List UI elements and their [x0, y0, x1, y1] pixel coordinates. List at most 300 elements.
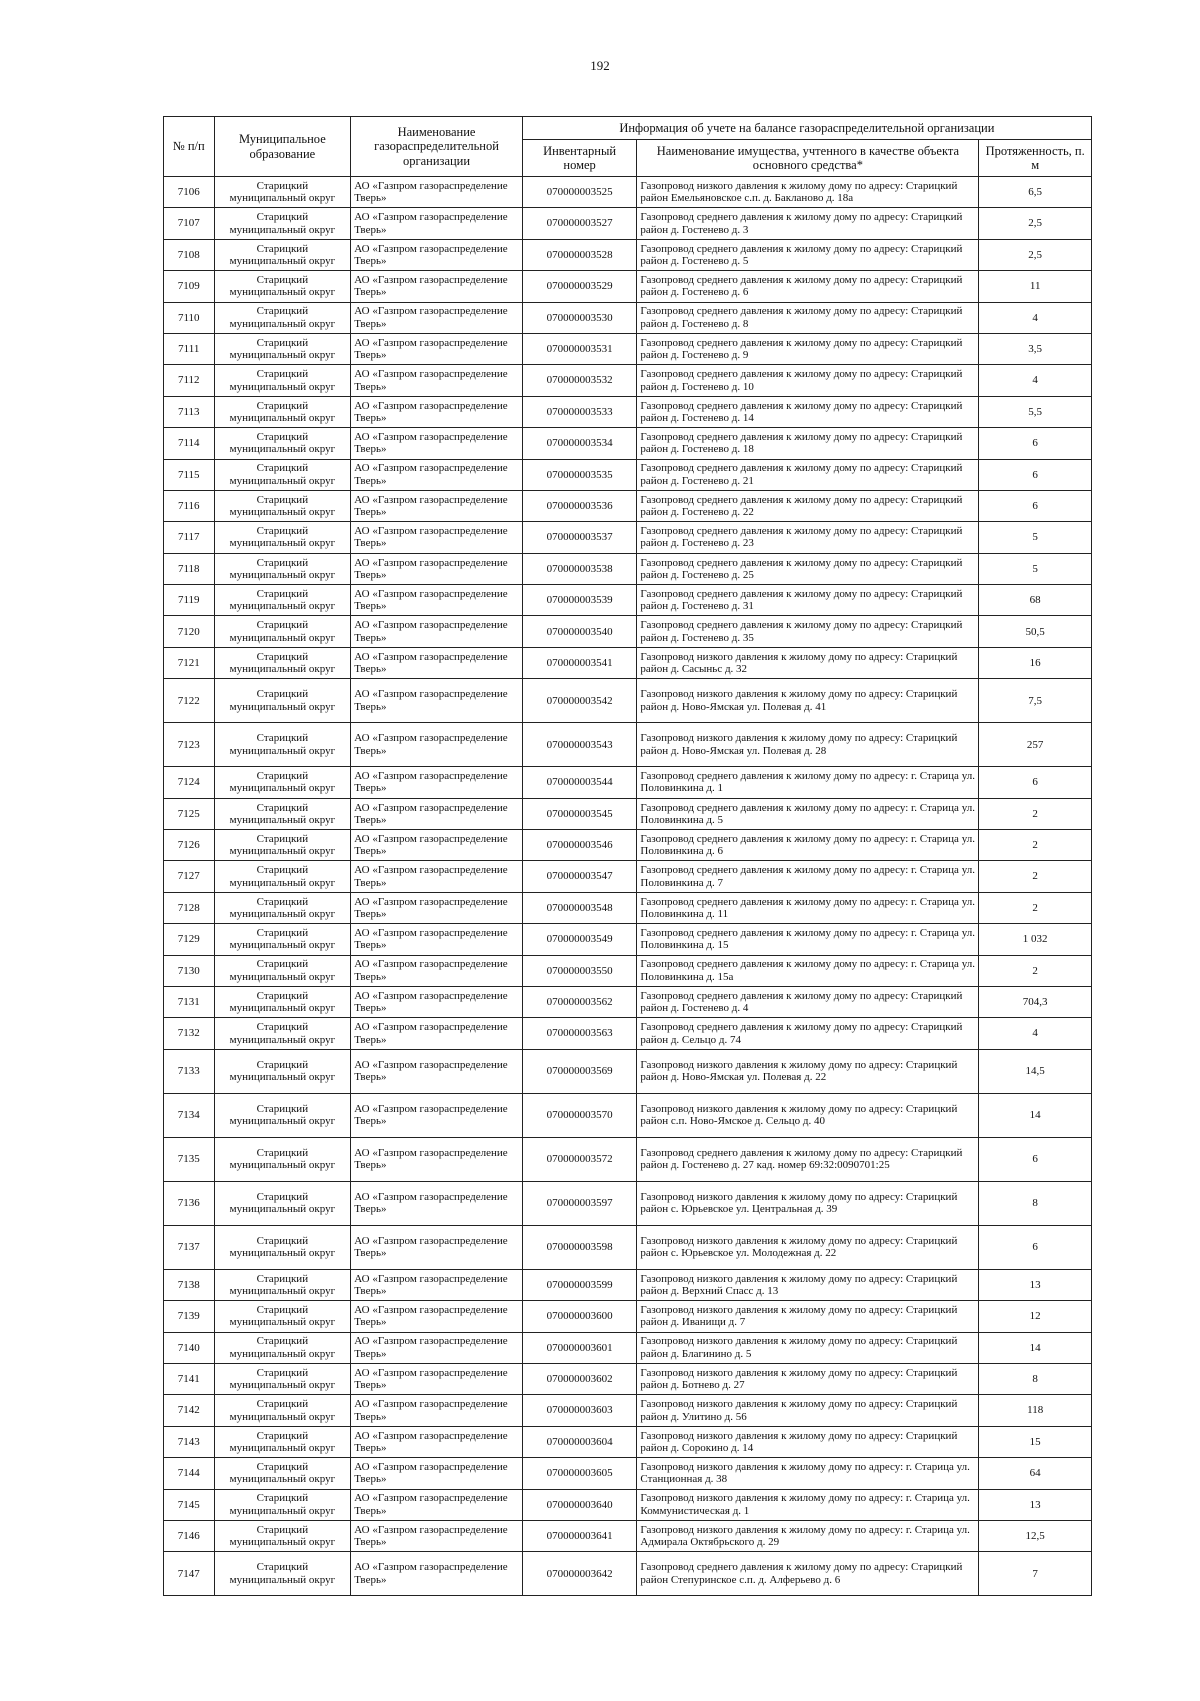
row-asset-name: Газопровод среднего давления к жилому дому по адресу: Старицкий район Степуринское с.п. д. Алферьево д. 6	[637, 1552, 979, 1596]
row-municipality: Старицкий муниципальный округ	[214, 459, 351, 490]
row-municipality: Старицкий муниципальный округ	[214, 177, 351, 208]
row-inventory-number: 070000003541	[522, 647, 637, 678]
row-inventory-number: 070000003548	[522, 892, 637, 923]
row-organization: АО «Газпром газораспределение Тверь»	[351, 1520, 522, 1551]
row-municipality: Старицкий муниципальный округ	[214, 679, 351, 723]
row-municipality: Старицкий муниципальный округ	[214, 1137, 351, 1181]
row-organization: АО «Газпром газораспределение Тверь»	[351, 1137, 522, 1181]
row-organization: АО «Газпром газораспределение Тверь»	[351, 723, 522, 767]
row-municipality: Старицкий муниципальный округ	[214, 1093, 351, 1137]
row-organization: АО «Газпром газораспределение Тверь»	[351, 239, 522, 270]
table-row	[164, 798, 1092, 829]
row-asset-name: Газопровод низкого давления к жилому дому по адресу: Старицкий район д. Сасыньс д. 32	[637, 647, 979, 678]
row-inventory-number: 070000003562	[522, 986, 637, 1017]
row-asset-name: Газопровод низкого давления к жилому дому по адресу: Старицкий район с. Юрьевское ул. Центральная д. 39	[637, 1181, 979, 1225]
row-asset-name: Газопровод среднего давления к жилому дому по адресу: г. Старица ул. Половинкина д. 15	[637, 924, 979, 955]
row-asset-name: Газопровод среднего давления к жилому дому по адресу: г. Старица ул. Половинкина д. 11	[637, 892, 979, 923]
row-inventory-number: 070000003601	[522, 1332, 637, 1363]
row-municipality: Старицкий муниципальный округ	[214, 1520, 351, 1551]
row-asset-name: Газопровод низкого давления к жилому дому по адресу: Старицкий район д. Ново-Ямская ул. Полевая д. 41	[637, 679, 979, 723]
table-row	[164, 522, 1092, 553]
row-organization: АО «Газпром газораспределение Тверь»	[351, 1225, 522, 1269]
row-asset-name: Газопровод среднего давления к жилому дому по адресу: Старицкий район д. Гостенево д. 25	[637, 553, 979, 584]
table-row	[164, 986, 1092, 1017]
row-organization: АО «Газпром газораспределение Тверь»	[351, 302, 522, 333]
row-inventory-number: 070000003535	[522, 459, 637, 490]
row-inventory-number: 070000003547	[522, 861, 637, 892]
row-municipality: Старицкий муниципальный округ	[214, 924, 351, 955]
row-municipality: Старицкий муниципальный округ	[214, 1269, 351, 1300]
row-length: 6	[979, 490, 1092, 521]
table-row	[164, 177, 1092, 208]
row-organization: АО «Газпром газораспределение Тверь»	[351, 1301, 522, 1332]
row-length: 11	[979, 271, 1092, 302]
row-number: 7125	[164, 798, 215, 829]
row-asset-name: Газопровод среднего давления к жилому дому по адресу: Старицкий район д. Гостенево д. 23	[637, 522, 979, 553]
table-row	[164, 1426, 1092, 1457]
row-inventory-number: 070000003529	[522, 271, 637, 302]
row-asset-name: Газопровод среднего давления к жилому дому по адресу: Старицкий район д. Гостенево д. 5	[637, 239, 979, 270]
table-row	[164, 1332, 1092, 1363]
row-municipality: Старицкий муниципальный округ	[214, 1301, 351, 1332]
row-length: 15	[979, 1426, 1092, 1457]
row-municipality: Старицкий муниципальный округ	[214, 955, 351, 986]
row-asset-name: Газопровод среднего давления к жилому дому по адресу: г. Старица ул. Половинкина д. 15а	[637, 955, 979, 986]
row-organization: АО «Газпром газораспределение Тверь»	[351, 1395, 522, 1426]
row-asset-name: Газопровод низкого давления к жилому дому по адресу: г. Старица ул. Коммунистическая д. 1	[637, 1489, 979, 1520]
row-municipality: Старицкий муниципальный округ	[214, 428, 351, 459]
row-number: 7113	[164, 396, 215, 427]
table-row	[164, 333, 1092, 364]
row-asset-name: Газопровод среднего давления к жилому дому по адресу: Старицкий район д. Гостенево д. 3	[637, 208, 979, 239]
row-organization: АО «Газпром газораспределение Тверь»	[351, 1093, 522, 1137]
row-length: 2	[979, 798, 1092, 829]
row-municipality: Старицкий муниципальный округ	[214, 723, 351, 767]
table-row	[164, 1225, 1092, 1269]
row-organization: АО «Газпром газораспределение Тверь»	[351, 271, 522, 302]
row-number: 7117	[164, 522, 215, 553]
row-number: 7143	[164, 1426, 215, 1457]
row-length: 8	[979, 1363, 1092, 1394]
row-length: 2	[979, 861, 1092, 892]
row-organization: АО «Газпром газораспределение Тверь»	[351, 490, 522, 521]
row-municipality: Старицкий муниципальный округ	[214, 1049, 351, 1093]
row-length: 6,5	[979, 177, 1092, 208]
row-number: 7132	[164, 1018, 215, 1049]
row-inventory-number: 070000003598	[522, 1225, 637, 1269]
row-organization: АО «Газпром газораспределение Тверь»	[351, 1426, 522, 1457]
table-header	[164, 117, 1092, 177]
row-number: 7108	[164, 239, 215, 270]
row-inventory-number: 070000003542	[522, 679, 637, 723]
row-organization: АО «Газпром газораспределение Тверь»	[351, 1458, 522, 1489]
row-municipality: Старицкий муниципальный округ	[214, 396, 351, 427]
row-inventory-number: 070000003532	[522, 365, 637, 396]
table-row	[164, 1093, 1092, 1137]
row-inventory-number: 070000003543	[522, 723, 637, 767]
row-asset-name: Газопровод низкого давления к жилому дому по адресу: Старицкий район д. Ново-Ямская ул. Полевая д. 22	[637, 1049, 979, 1093]
table-row	[164, 459, 1092, 490]
row-inventory-number: 070000003600	[522, 1301, 637, 1332]
table-row	[164, 1458, 1092, 1489]
row-municipality: Старицкий муниципальный округ	[214, 490, 351, 521]
row-number: 7120	[164, 616, 215, 647]
row-organization: АО «Газпром газораспределение Тверь»	[351, 767, 522, 798]
row-municipality: Старицкий муниципальный округ	[214, 239, 351, 270]
row-municipality: Старицкий муниципальный округ	[214, 271, 351, 302]
row-inventory-number: 070000003572	[522, 1137, 637, 1181]
row-inventory-number: 070000003642	[522, 1552, 637, 1596]
row-length: 6	[979, 767, 1092, 798]
row-inventory-number: 070000003563	[522, 1018, 637, 1049]
row-length: 2	[979, 830, 1092, 861]
table-row	[164, 1395, 1092, 1426]
row-asset-name: Газопровод среднего давления к жилому дому по адресу: Старицкий район д. Гостенево д. 31	[637, 585, 979, 616]
table-row	[164, 830, 1092, 861]
row-length: 68	[979, 585, 1092, 616]
row-asset-name: Газопровод низкого давления к жилому дому по адресу: Старицкий район д. Улитино д. 56	[637, 1395, 979, 1426]
row-asset-name: Газопровод среднего давления к жилому дому по адресу: Старицкий район д. Гостенево д. 14	[637, 396, 979, 427]
row-number: 7126	[164, 830, 215, 861]
row-length: 16	[979, 647, 1092, 678]
table-row	[164, 955, 1092, 986]
row-organization: АО «Газпром газораспределение Тверь»	[351, 177, 522, 208]
row-inventory-number: 070000003599	[522, 1269, 637, 1300]
row-length: 14	[979, 1093, 1092, 1137]
row-inventory-number: 070000003602	[522, 1363, 637, 1394]
row-number: 7133	[164, 1049, 215, 1093]
header-asset-name: Наименование имущества, учтенного в качестве объекта основного средства*	[637, 140, 979, 177]
row-organization: АО «Газпром газораспределение Тверь»	[351, 1332, 522, 1363]
table-row	[164, 1269, 1092, 1300]
row-asset-name: Газопровод среднего давления к жилому дому по адресу: г. Старица ул. Половинкина д. 6	[637, 830, 979, 861]
row-asset-name: Газопровод среднего давления к жилому дому по адресу: Старицкий район д. Гостенево д. 4	[637, 986, 979, 1017]
row-organization: АО «Газпром газораспределение Тверь»	[351, 459, 522, 490]
row-length: 6	[979, 428, 1092, 459]
row-municipality: Старицкий муниципальный округ	[214, 553, 351, 584]
row-municipality: Старицкий муниципальный округ	[214, 861, 351, 892]
row-asset-name: Газопровод среднего давления к жилому дому по адресу: Старицкий район д. Гостенево д. 18	[637, 428, 979, 459]
row-inventory-number: 070000003525	[522, 177, 637, 208]
row-number: 7128	[164, 892, 215, 923]
row-asset-name: Газопровод среднего давления к жилому дому по адресу: Старицкий район д. Гостенево д. 27 кад. номер 69:32:0090701:25	[637, 1137, 979, 1181]
row-municipality: Старицкий муниципальный округ	[214, 1181, 351, 1225]
row-length: 13	[979, 1269, 1092, 1300]
row-number: 7114	[164, 428, 215, 459]
row-number: 7137	[164, 1225, 215, 1269]
row-inventory-number: 070000003531	[522, 333, 637, 364]
row-asset-name: Газопровод среднего давления к жилому дому по адресу: г. Старица ул. Половинкина д. 5	[637, 798, 979, 829]
row-inventory-number: 070000003530	[522, 302, 637, 333]
row-length: 3,5	[979, 333, 1092, 364]
row-inventory-number: 070000003641	[522, 1520, 637, 1551]
header-municipality: Муниципальное образование	[214, 117, 351, 177]
row-length: 50,5	[979, 616, 1092, 647]
row-length: 6	[979, 1225, 1092, 1269]
row-length: 4	[979, 365, 1092, 396]
row-organization: АО «Газпром газораспределение Тверь»	[351, 1489, 522, 1520]
row-number: 7130	[164, 955, 215, 986]
row-length: 2	[979, 892, 1092, 923]
row-number: 7134	[164, 1093, 215, 1137]
row-organization: АО «Газпром газораспределение Тверь»	[351, 1269, 522, 1300]
table-row	[164, 679, 1092, 723]
row-asset-name: Газопровод низкого давления к жилому дому по адресу: Старицкий район д. Сорокино д. 14	[637, 1426, 979, 1457]
table-row	[164, 553, 1092, 584]
row-municipality: Старицкий муниципальный округ	[214, 208, 351, 239]
table-row	[164, 428, 1092, 459]
row-organization: АО «Газпром газораспределение Тверь»	[351, 679, 522, 723]
row-asset-name: Газопровод низкого давления к жилому дому по адресу: Старицкий район д. Ново-Ямская ул. Полевая д. 28	[637, 723, 979, 767]
row-length: 6	[979, 1137, 1092, 1181]
row-municipality: Старицкий муниципальный округ	[214, 365, 351, 396]
row-inventory-number: 070000003527	[522, 208, 637, 239]
row-inventory-number: 070000003603	[522, 1395, 637, 1426]
row-number: 7135	[164, 1137, 215, 1181]
row-organization: АО «Газпром газораспределение Тверь»	[351, 365, 522, 396]
header-length: Протяженность, п. м	[979, 140, 1092, 177]
row-municipality: Старицкий муниципальный округ	[214, 1552, 351, 1596]
row-length: 1 032	[979, 924, 1092, 955]
table-row	[164, 723, 1092, 767]
row-organization: АО «Газпром газораспределение Тверь»	[351, 986, 522, 1017]
row-length: 704,3	[979, 986, 1092, 1017]
row-asset-name: Газопровод среднего давления к жилому дому по адресу: Старицкий район д. Гостенево д. 22	[637, 490, 979, 521]
row-asset-name: Газопровод низкого давления к жилому дому по адресу: Старицкий район с.п. Ново-Ямское д. Сельцо д. 40	[637, 1093, 979, 1137]
row-municipality: Старицкий муниципальный округ	[214, 1225, 351, 1269]
row-number: 7123	[164, 723, 215, 767]
row-asset-name: Газопровод низкого давления к жилому дому по адресу: Старицкий район д. Иванищи д. 7	[637, 1301, 979, 1332]
row-inventory-number: 070000003545	[522, 798, 637, 829]
row-asset-name: Газопровод низкого давления к жилому дому по адресу: Старицкий район с. Юрьевское ул. Молодежная д. 22	[637, 1225, 979, 1269]
row-length: 5	[979, 553, 1092, 584]
row-number: 7129	[164, 924, 215, 955]
row-asset-name: Газопровод среднего давления к жилому дому по адресу: Старицкий район д. Гостенево д. 10	[637, 365, 979, 396]
table-row	[164, 490, 1092, 521]
row-organization: АО «Газпром газораспределение Тверь»	[351, 1181, 522, 1225]
row-inventory-number: 070000003550	[522, 955, 637, 986]
row-organization: АО «Газпром газораспределение Тверь»	[351, 1018, 522, 1049]
row-inventory-number: 070000003597	[522, 1181, 637, 1225]
table-row	[164, 1137, 1092, 1181]
row-asset-name: Газопровод среднего давления к жилому дому по адресу: Старицкий район д. Гостенево д. 35	[637, 616, 979, 647]
row-inventory-number: 070000003640	[522, 1489, 637, 1520]
row-inventory-number: 070000003539	[522, 585, 637, 616]
gas-pipeline-registry-table	[163, 116, 1092, 1596]
row-number: 7142	[164, 1395, 215, 1426]
row-inventory-number: 070000003605	[522, 1458, 637, 1489]
row-inventory-number: 070000003544	[522, 767, 637, 798]
row-number: 7124	[164, 767, 215, 798]
row-municipality: Старицкий муниципальный округ	[214, 1458, 351, 1489]
row-municipality: Старицкий муниципальный округ	[214, 1363, 351, 1394]
row-length: 4	[979, 1018, 1092, 1049]
row-asset-name: Газопровод низкого давления к жилому дому по адресу: г. Старица ул. Адмирала Октябрьского д. 29	[637, 1520, 979, 1551]
row-number: 7146	[164, 1520, 215, 1551]
row-length: 5,5	[979, 396, 1092, 427]
table-row	[164, 1363, 1092, 1394]
row-municipality: Старицкий муниципальный округ	[214, 333, 351, 364]
row-length: 2	[979, 955, 1092, 986]
header-balance-info: Информация об учете на балансе газораспределительной организации	[522, 117, 1091, 140]
row-organization: АО «Газпром газораспределение Тверь»	[351, 585, 522, 616]
row-municipality: Старицкий муниципальный округ	[214, 986, 351, 1017]
table-row	[164, 1301, 1092, 1332]
row-number: 7139	[164, 1301, 215, 1332]
table-row	[164, 239, 1092, 270]
row-organization: АО «Газпром газораспределение Тверь»	[351, 428, 522, 459]
row-organization: АО «Газпром газораспределение Тверь»	[351, 955, 522, 986]
row-municipality: Старицкий муниципальный округ	[214, 1395, 351, 1426]
row-number: 7144	[164, 1458, 215, 1489]
row-organization: АО «Газпром газораспределение Тверь»	[351, 798, 522, 829]
row-length: 12,5	[979, 1520, 1092, 1551]
table-row	[164, 1489, 1092, 1520]
row-organization: АО «Газпром газораспределение Тверь»	[351, 616, 522, 647]
row-inventory-number: 070000003528	[522, 239, 637, 270]
row-length: 5	[979, 522, 1092, 553]
row-length: 8	[979, 1181, 1092, 1225]
row-asset-name: Газопровод низкого давления к жилому дому по адресу: Старицкий район д. Благинино д. 5	[637, 1332, 979, 1363]
row-number: 7116	[164, 490, 215, 521]
header-organization: Наименование газораспределительной организации	[351, 117, 522, 177]
table-row	[164, 892, 1092, 923]
table-row	[164, 365, 1092, 396]
row-number: 7140	[164, 1332, 215, 1363]
table-row	[164, 1049, 1092, 1093]
row-organization: АО «Газпром газораспределение Тверь»	[351, 861, 522, 892]
row-inventory-number: 070000003570	[522, 1093, 637, 1137]
row-asset-name: Газопровод среднего давления к жилому дому по адресу: Старицкий район д. Гостенево д. 6	[637, 271, 979, 302]
row-municipality: Старицкий муниципальный округ	[214, 302, 351, 333]
row-number: 7119	[164, 585, 215, 616]
row-municipality: Старицкий муниципальный округ	[214, 830, 351, 861]
table-row	[164, 1520, 1092, 1551]
row-organization: АО «Газпром газораспределение Тверь»	[351, 892, 522, 923]
row-number: 7127	[164, 861, 215, 892]
row-number: 7136	[164, 1181, 215, 1225]
row-organization: АО «Газпром газораспределение Тверь»	[351, 1049, 522, 1093]
row-inventory-number: 070000003540	[522, 616, 637, 647]
row-organization: АО «Газпром газораспределение Тверь»	[351, 1552, 522, 1596]
row-municipality: Старицкий муниципальный округ	[214, 585, 351, 616]
row-municipality: Старицкий муниципальный округ	[214, 892, 351, 923]
row-inventory-number: 070000003536	[522, 490, 637, 521]
row-asset-name: Газопровод низкого давления к жилому дому по адресу: г. Старица ул. Станционная д. 38	[637, 1458, 979, 1489]
row-municipality: Старицкий муниципальный округ	[214, 1018, 351, 1049]
row-number: 7111	[164, 333, 215, 364]
row-length: 2,5	[979, 208, 1092, 239]
row-municipality: Старицкий муниципальный округ	[214, 647, 351, 678]
row-inventory-number: 070000003537	[522, 522, 637, 553]
row-length: 7,5	[979, 679, 1092, 723]
row-number: 7122	[164, 679, 215, 723]
table-row	[164, 1181, 1092, 1225]
row-organization: АО «Газпром газораспределение Тверь»	[351, 396, 522, 427]
row-municipality: Старицкий муниципальный округ	[214, 798, 351, 829]
row-municipality: Старицкий муниципальный округ	[214, 522, 351, 553]
row-number: 7107	[164, 208, 215, 239]
table-row	[164, 396, 1092, 427]
row-asset-name: Газопровод низкого давления к жилому дому по адресу: Старицкий район Емельяновское с.п. д. Бакланово д. 18а	[637, 177, 979, 208]
table-body	[164, 177, 1092, 1596]
table-row	[164, 271, 1092, 302]
table-row	[164, 208, 1092, 239]
row-length: 14	[979, 1332, 1092, 1363]
table-row	[164, 924, 1092, 955]
table-row	[164, 647, 1092, 678]
row-asset-name: Газопровод среднего давления к жилому дому по адресу: г. Старица ул. Половинкина д. 1	[637, 767, 979, 798]
row-length: 4	[979, 302, 1092, 333]
header-num: № п/п	[164, 117, 215, 177]
row-length: 118	[979, 1395, 1092, 1426]
row-inventory-number: 070000003569	[522, 1049, 637, 1093]
row-organization: АО «Газпром газораспределение Тверь»	[351, 1363, 522, 1394]
row-asset-name: Газопровод среднего давления к жилому дому по адресу: Старицкий район д. Гостенево д. 8	[637, 302, 979, 333]
table-row	[164, 1552, 1092, 1596]
row-number: 7138	[164, 1269, 215, 1300]
table-row	[164, 1018, 1092, 1049]
page-number: 192	[590, 58, 610, 73]
row-organization: АО «Газпром газораспределение Тверь»	[351, 830, 522, 861]
table-row	[164, 767, 1092, 798]
row-length: 64	[979, 1458, 1092, 1489]
row-inventory-number: 070000003604	[522, 1426, 637, 1457]
row-number: 7112	[164, 365, 215, 396]
row-length: 13	[979, 1489, 1092, 1520]
row-inventory-number: 070000003534	[522, 428, 637, 459]
row-organization: АО «Газпром газораспределение Тверь»	[351, 208, 522, 239]
row-number: 7110	[164, 302, 215, 333]
row-organization: АО «Газпром газораспределение Тверь»	[351, 522, 522, 553]
header-inventory: Инвентарный номер	[522, 140, 637, 177]
row-municipality: Старицкий муниципальный округ	[214, 616, 351, 647]
row-inventory-number: 070000003533	[522, 396, 637, 427]
row-organization: АО «Газпром газораспределение Тверь»	[351, 924, 522, 955]
row-number: 7118	[164, 553, 215, 584]
row-asset-name: Газопровод среднего давления к жилому дому по адресу: Старицкий район д. Гостенево д. 21	[637, 459, 979, 490]
row-organization: АО «Газпром газораспределение Тверь»	[351, 333, 522, 364]
row-municipality: Старицкий муниципальный округ	[214, 767, 351, 798]
table-row	[164, 861, 1092, 892]
row-asset-name: Газопровод среднего давления к жилому дому по адресу: г. Старица ул. Половинкина д. 7	[637, 861, 979, 892]
row-asset-name: Газопровод низкого давления к жилому дому по адресу: Старицкий район д. Верхний Спасс д. 13	[637, 1269, 979, 1300]
row-organization: АО «Газпром газораспределение Тверь»	[351, 647, 522, 678]
row-asset-name: Газопровод низкого давления к жилому дому по адресу: Старицкий район д. Ботнево д. 27	[637, 1363, 979, 1394]
row-length: 6	[979, 459, 1092, 490]
row-number: 7121	[164, 647, 215, 678]
row-municipality: Старицкий муниципальный округ	[214, 1426, 351, 1457]
row-number: 7131	[164, 986, 215, 1017]
row-asset-name: Газопровод среднего давления к жилому дому по адресу: Старицкий район д. Гостенево д. 9	[637, 333, 979, 364]
row-number: 7141	[164, 1363, 215, 1394]
row-length: 2,5	[979, 239, 1092, 270]
row-inventory-number: 070000003538	[522, 553, 637, 584]
table-row	[164, 302, 1092, 333]
table-row	[164, 616, 1092, 647]
table-row	[164, 585, 1092, 616]
row-length: 7	[979, 1552, 1092, 1596]
row-municipality: Старицкий муниципальный округ	[214, 1332, 351, 1363]
row-number: 7147	[164, 1552, 215, 1596]
row-number: 7109	[164, 271, 215, 302]
row-length: 257	[979, 723, 1092, 767]
row-length: 14,5	[979, 1049, 1092, 1093]
row-number: 7145	[164, 1489, 215, 1520]
row-number: 7106	[164, 177, 215, 208]
row-inventory-number: 070000003549	[522, 924, 637, 955]
row-asset-name: Газопровод среднего давления к жилому дому по адресу: Старицкий район д. Сельцо д. 74	[637, 1018, 979, 1049]
